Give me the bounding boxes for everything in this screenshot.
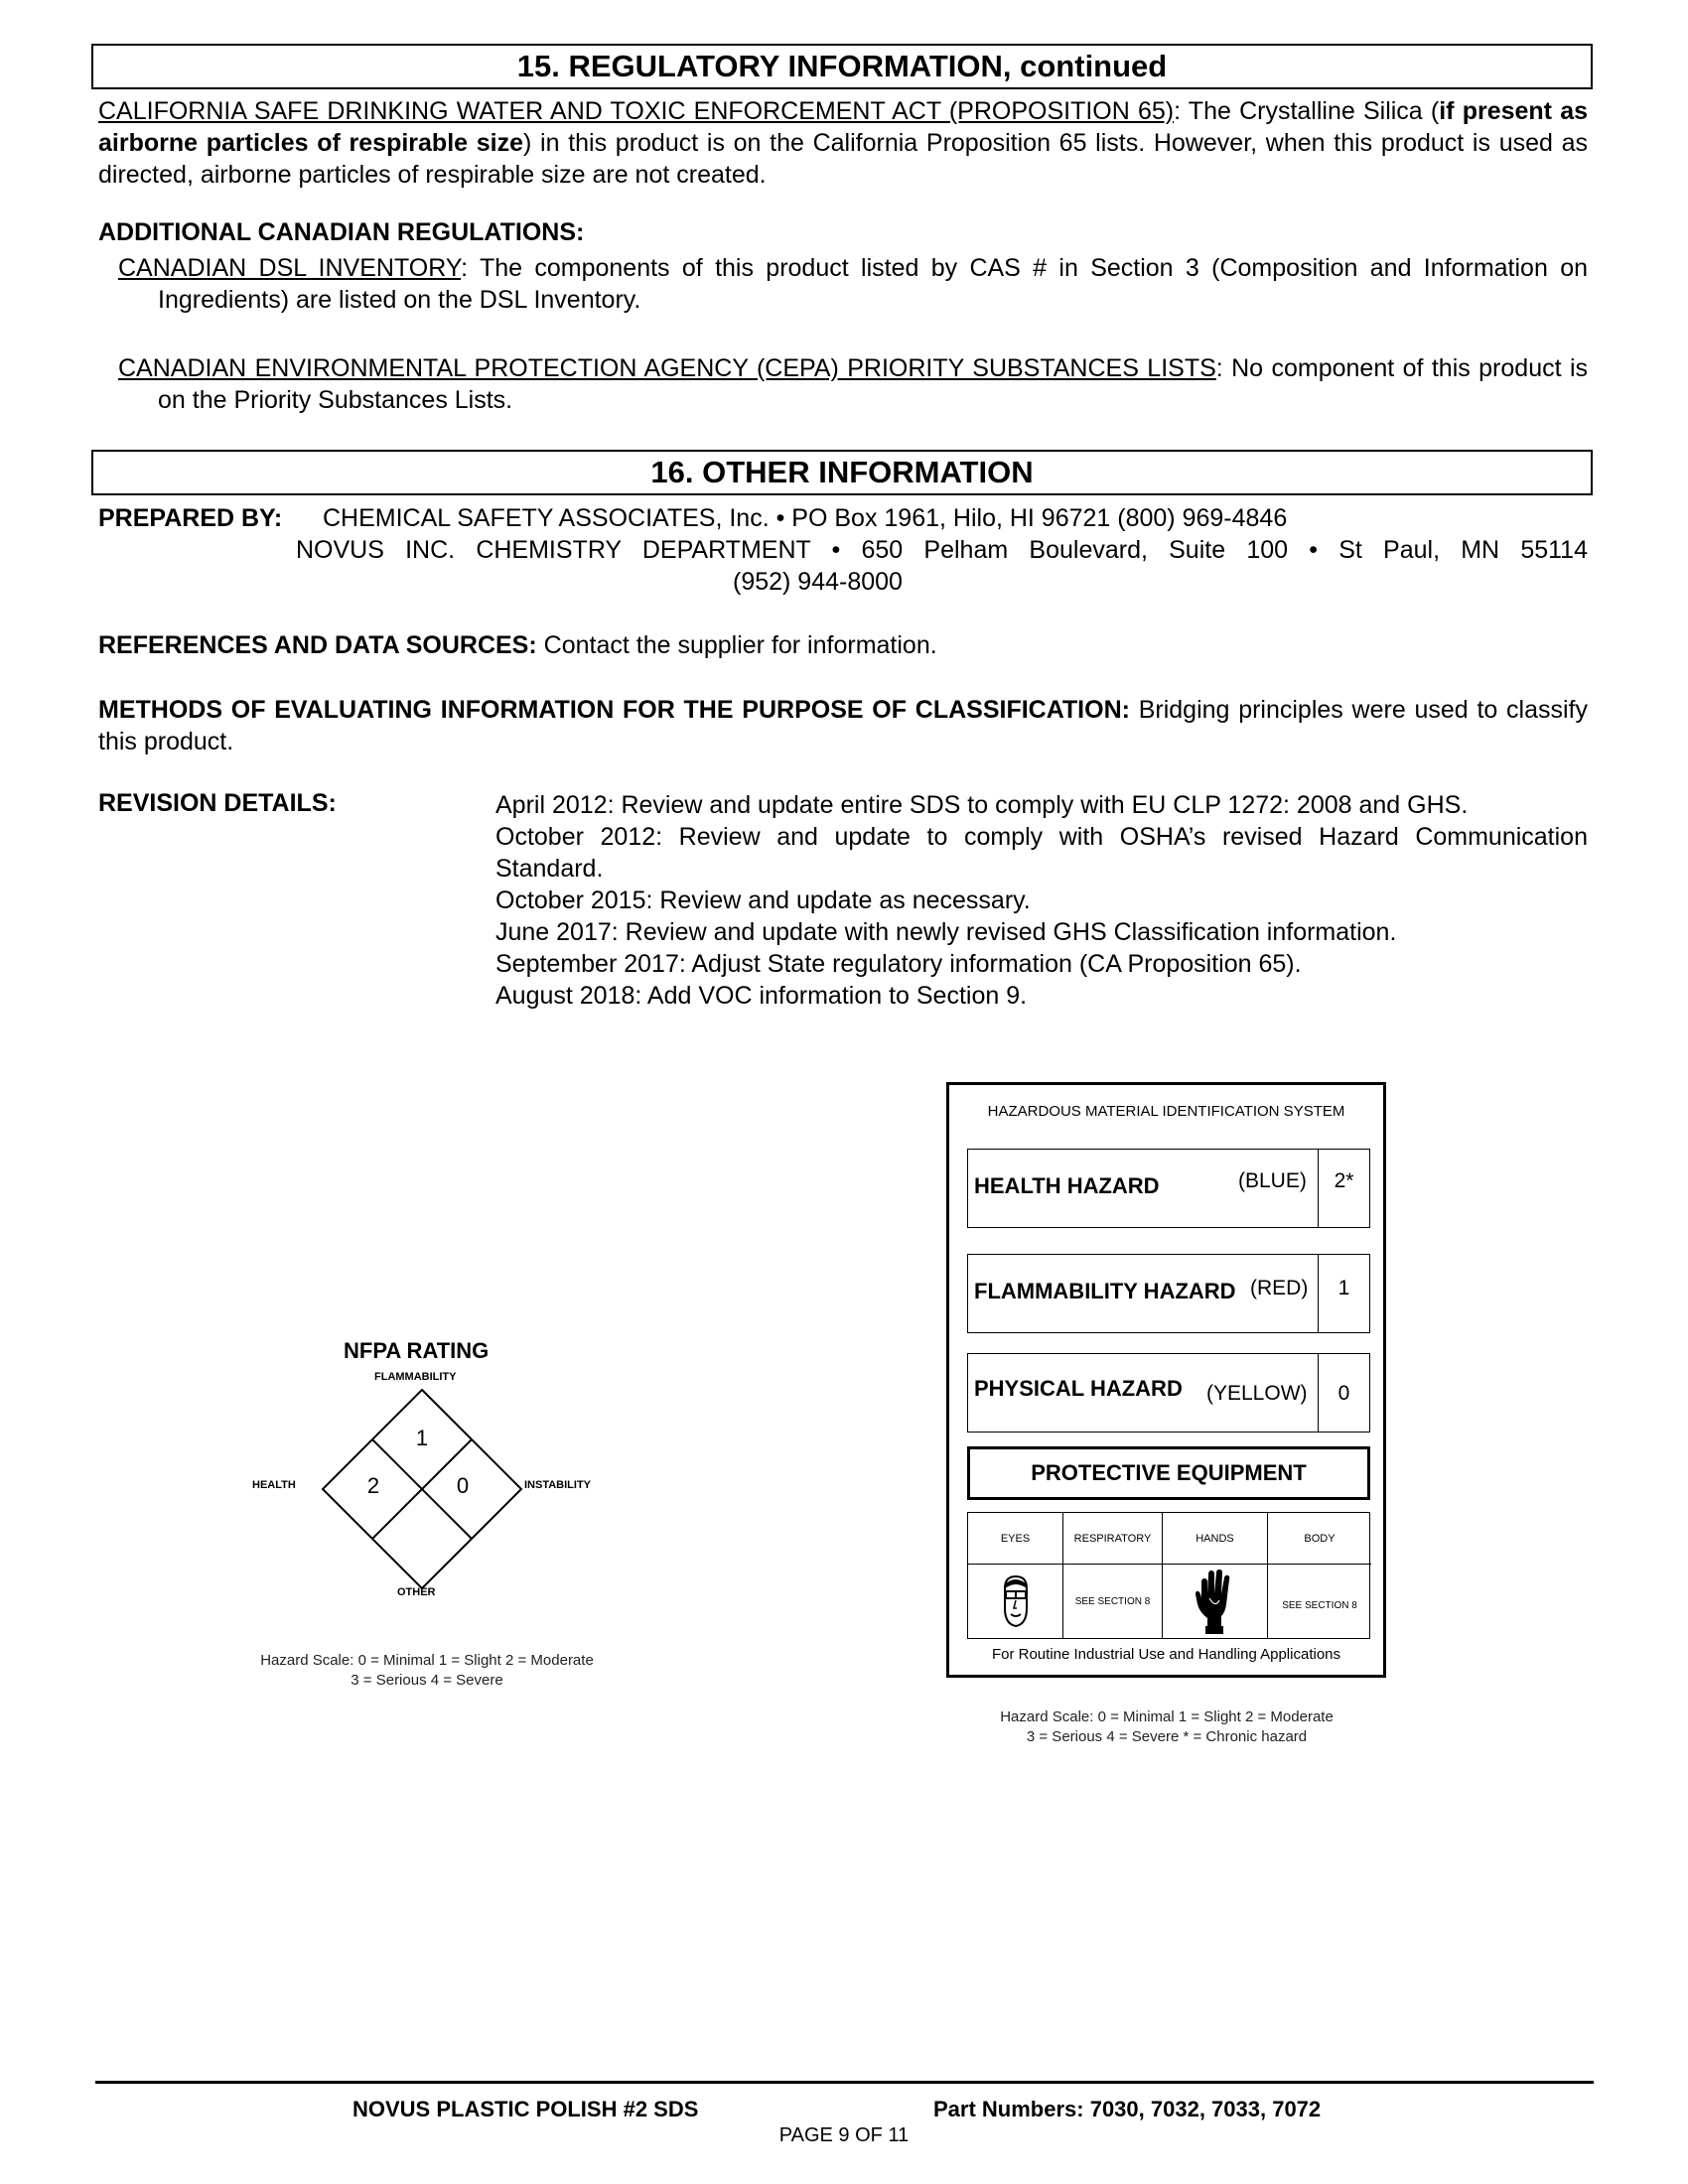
cepa-text: : No component of this product is on the Priority Substances Lists. xyxy=(158,354,1589,414)
hmis-flammability-color: (RED) xyxy=(1250,1277,1309,1299)
nfpa-health-label: HEALTH xyxy=(252,1479,296,1491)
ppe-eyes-cell xyxy=(968,1565,1062,1638)
hmis-physical-value: 0 xyxy=(1318,1354,1369,1432)
hmis-health-value: 2* xyxy=(1318,1150,1369,1227)
cepa-heading: CANADIAN ENVIRONMENTAL PROTECTION AGENCY (CEPA) PRIORITY SUBSTANCES LISTS xyxy=(118,354,1216,382)
hmis-physical-row xyxy=(967,1353,1370,1433)
nfpa-scale-line-1 xyxy=(199,1652,655,1669)
footer-part-numbers: Part Numbers: 7030, 7032, 7033, 7072 xyxy=(933,2097,1322,2121)
hmis-physical-label: PHYSICAL HAZARD xyxy=(974,1376,1183,1401)
revision-label: REVISION DETAILS: xyxy=(98,789,337,817)
canadian-heading: ADDITIONAL CANADIAN REGULATIONS: xyxy=(98,218,585,246)
section-15-header: 15. REGULATORY INFORMATION, continued xyxy=(91,44,1593,89)
ppe-body-label: BODY xyxy=(1268,1513,1371,1565)
prop65-bold: if present as airborne particles of respirable size xyxy=(98,97,1588,157)
nfpa-instability-label: INSTABILITY xyxy=(524,1479,592,1491)
prop65-heading: CALIFORNIA SAFE DRINKING WATER AND TOXIC ENFORCEMENT ACT (PROPOSITION 65) xyxy=(98,97,1175,125)
references-line xyxy=(98,631,937,660)
methods-label: METHODS OF EVALUATING INFORMATION FOR THE PURPOSE OF CLASSIFICATION: xyxy=(98,696,1130,724)
prepared-label: PREPARED BY: xyxy=(98,504,283,532)
nfpa-diamond xyxy=(318,1385,526,1593)
ppe-eyes-label: EYES xyxy=(968,1513,1062,1565)
cepa-paragraph xyxy=(118,352,1588,416)
hmis-health-color: (BLUE) xyxy=(1238,1169,1307,1192)
nfpa-scale-line-2: 3 = Serious 4 = Severe xyxy=(351,1672,503,1689)
nfpa-flammability-value: 1 xyxy=(415,1426,429,1450)
nfpa-flammability-label: FLAMMABILITY xyxy=(374,1371,457,1383)
hmis-health-row xyxy=(967,1149,1370,1228)
prepared-line-1: CHEMICAL SAFETY ASSOCIATES, Inc. • PO Box 1961, Hilo, HI 96721 (800) 969-4846 xyxy=(323,504,1288,532)
glove-icon xyxy=(1196,1569,1235,1634)
footer-product: NOVUS PLASTIC POLISH #2 SDS xyxy=(352,2097,699,2121)
prop65-text-b: ) in this product is on the California Proposition 65 lists. However, when this product is used as directed, airborne particles of respirable size are not created. xyxy=(98,129,1589,189)
footer-rule xyxy=(95,2081,1594,2084)
hmis-box xyxy=(946,1082,1386,1678)
hmis-ppe-grid xyxy=(967,1512,1370,1639)
methods-paragraph xyxy=(98,694,1588,757)
footer-page-number: PAGE 9 OF 11 xyxy=(778,2124,910,2146)
hmis-scale-line-2: 3 = Serious 4 = Severe * = Chronic hazard xyxy=(1026,1728,1308,1745)
nfpa-scale-prefix: Hazard Scale: xyxy=(260,1652,354,1669)
prop65-text-a: : The Crystalline Silica ( xyxy=(1174,97,1440,125)
prop65-paragraph xyxy=(98,95,1588,191)
revision-item: August 2018: Add VOC information to Section 9. xyxy=(495,982,1028,1010)
nfpa-instability-value: 0 xyxy=(456,1473,470,1498)
nfpa-title: NFPA RATING xyxy=(344,1338,490,1363)
revision-item: April 2012: Review and update entire SDS to comply with EU CLP 1272: 2008 and GHS. xyxy=(495,791,1469,819)
ppe-eyes-column xyxy=(968,1513,1063,1638)
ppe-respiratory-note: SEE SECTION 8 xyxy=(1074,1595,1151,1607)
references-label: REFERENCES AND DATA SOURCES: xyxy=(98,631,537,659)
dsl-text: : The components of this product listed by CAS # in Section 3 (Composition and Information on Ingredients) are listed on the DSL Inventory. xyxy=(158,254,1588,314)
nfpa-health-value: 2 xyxy=(366,1473,380,1498)
methods-text: Bridging principles were used to classify this product. xyxy=(98,696,1589,755)
nfpa-scale-values: 0 = Minimal 1 = Slight 2 = Moderate xyxy=(357,1652,594,1669)
hmis-physical-color: (YELLOW) xyxy=(1206,1382,1308,1405)
prepared-line-2: NOVUS INC. CHEMISTRY DEPARTMENT • 650 Pelham Boulevard, Suite 100 • St Paul, MN 55114 xyxy=(296,536,1588,564)
revision-item: October 2012: Review and update to comply with OSHA’s revised Hazard Communication Standard. xyxy=(495,823,1588,883)
revision-item: September 2017: Adjust State regulatory information (CA Proposition 65). xyxy=(495,950,1302,978)
ppe-hands-column xyxy=(1163,1513,1268,1638)
hmis-flammability-row xyxy=(967,1254,1370,1333)
hmis-ppe-title: PROTECTIVE EQUIPMENT xyxy=(967,1446,1370,1500)
hmis-flammability-label: FLAMMABILITY HAZARD xyxy=(974,1279,1236,1303)
ppe-body-column xyxy=(1268,1513,1371,1638)
ppe-respiratory-column xyxy=(1063,1513,1163,1638)
hmis-flammability-value: 1 xyxy=(1318,1255,1369,1332)
references-text: Contact the supplier for information. xyxy=(543,631,937,659)
ppe-hands-cell xyxy=(1163,1565,1267,1638)
safety-glasses-face-icon xyxy=(1001,1574,1031,1628)
hmis-footer: For Routine Industrial Use and Handling Applications xyxy=(991,1646,1341,1663)
ppe-respiratory-label: RESPIRATORY xyxy=(1063,1513,1162,1565)
dsl-paragraph xyxy=(118,252,1588,316)
prepared-line-3: (952) 944-8000 xyxy=(733,568,903,596)
ppe-body-note: SEE SECTION 8 xyxy=(1282,1599,1357,1611)
dsl-heading: CANADIAN DSL INVENTORY xyxy=(118,254,462,282)
hmis-scale-line-1: Hazard Scale: 0 = Minimal 1 = Slight 2 = Moderate xyxy=(1000,1708,1334,1725)
revision-item: June 2017: Review and update with newly revised GHS Classification information. xyxy=(495,918,1397,946)
nfpa-other-label: OTHER xyxy=(397,1586,436,1598)
section-16-header: 16. OTHER INFORMATION xyxy=(91,450,1593,495)
revision-item: October 2015: Review and update as necessary. xyxy=(495,887,1031,914)
hmis-title: HAZARDOUS MATERIAL IDENTIFICATION SYSTEM xyxy=(987,1103,1345,1120)
hmis-health-label: HEALTH HAZARD xyxy=(974,1173,1160,1198)
ppe-hands-label: HANDS xyxy=(1163,1513,1267,1565)
